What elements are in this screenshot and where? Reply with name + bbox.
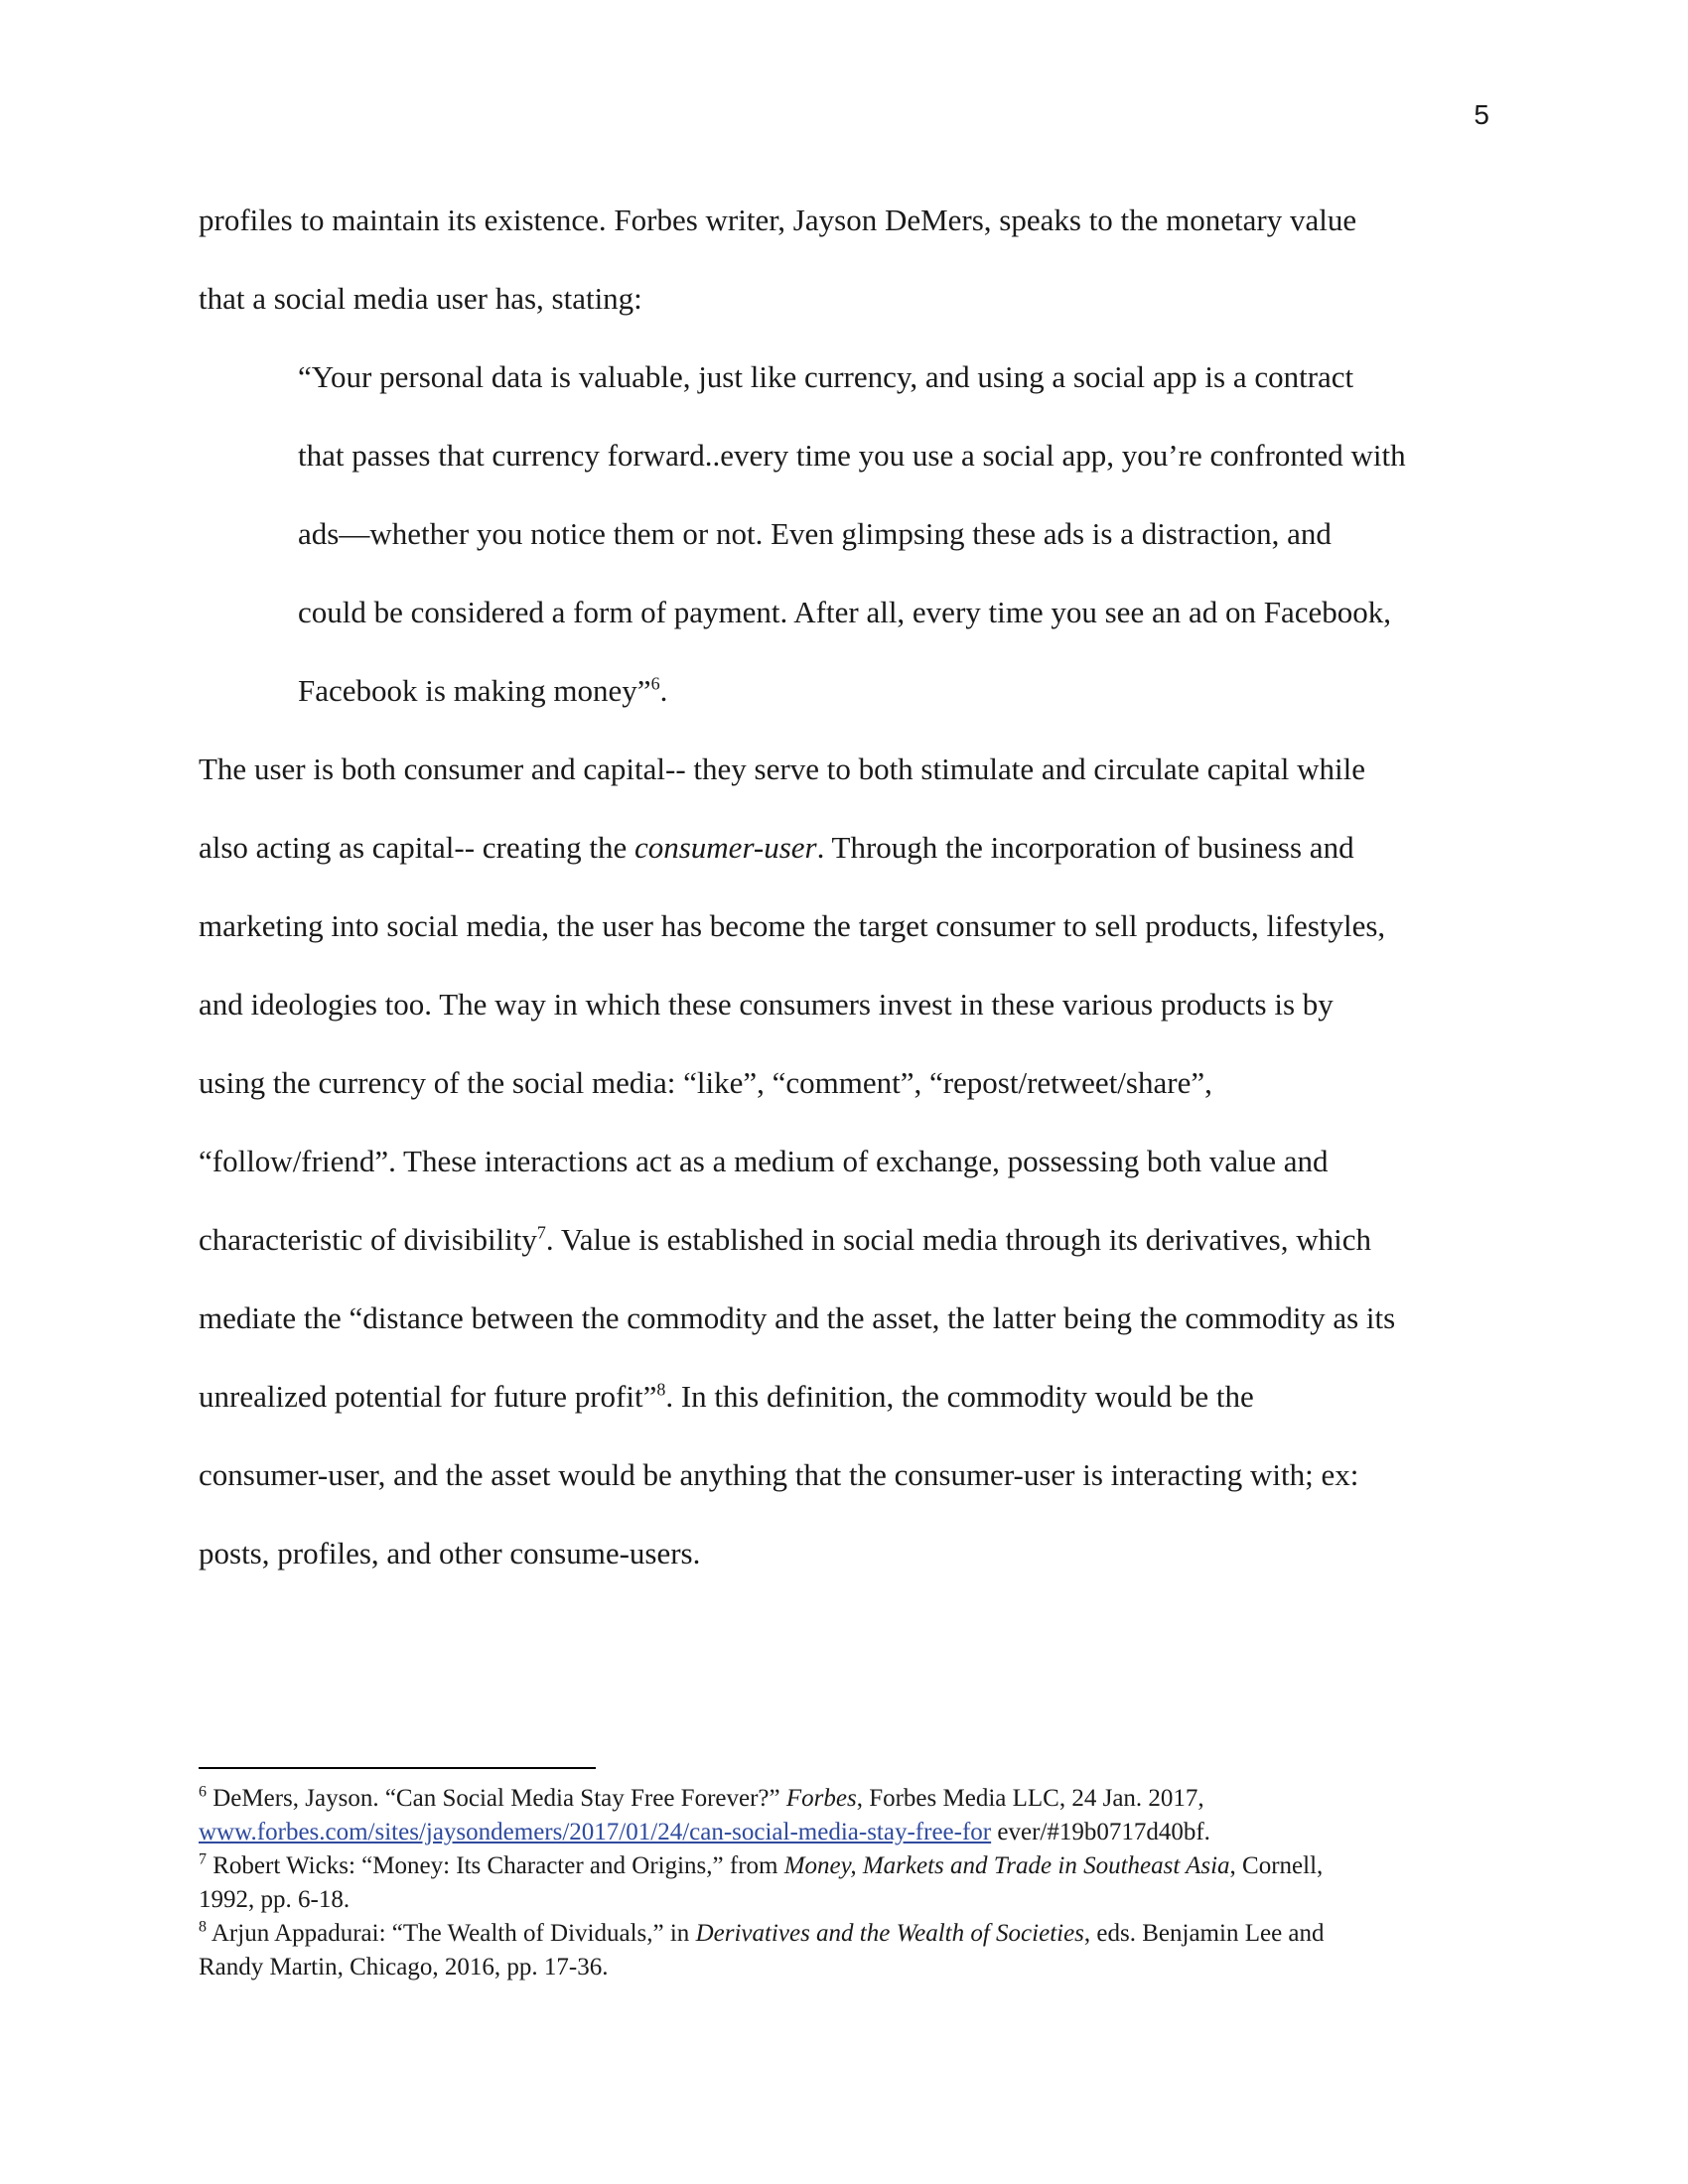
footnotes [199, 1782, 1489, 1984]
footnote-ref: 7 [536, 1222, 546, 1243]
footnote-link[interactable]: www.forbes.com/sites/jaysondemers/2017/01/24/can-social-media-stay-free-for [199, 1819, 992, 1845]
footnote-ref: 6 [650, 673, 660, 694]
body-text-span: . Through the incorporation of business and [816, 830, 1354, 865]
body-line: mediate the “distance between the commodity and the asset, the latter being the commodity as its [199, 1300, 1396, 1335]
footnote-text: Arjun Appadurai: “The Wealth of Dividuals,” in [207, 1920, 696, 1947]
footnote-text: ever/#19b0717d40bf. [991, 1819, 1210, 1845]
body-line: consumer-user, and the asset would be anything that the consumer-user is interacting with; ex: [199, 1457, 1359, 1492]
footnote-title: Forbes [785, 1785, 857, 1812]
footnote-6-cont [199, 1816, 1489, 1849]
footnote-separator [199, 1767, 596, 1769]
footnote-text: , Cornell, [1229, 1852, 1324, 1879]
body-line [199, 1375, 1489, 1453]
body-line [199, 1218, 1489, 1297]
footnote-marker: 6 [199, 1783, 207, 1801]
body-line: using the currency of the social media: “like”, “comment”, “repost/retweet/share”, [199, 1065, 1212, 1100]
body-text-span: . In this definition, the commodity would be the [665, 1379, 1254, 1414]
emphasis-term: consumer-user [633, 830, 817, 865]
footnote-ref: 8 [656, 1379, 666, 1400]
quote-text: . [659, 673, 668, 708]
body-line: marketing into social media, the user has become the target consumer to sell products, lifestyles, [199, 908, 1386, 943]
footnote-title: Derivatives and the Wealth of Societies [695, 1920, 1084, 1947]
body-line: that a social media user has, stating: [199, 281, 642, 316]
footnote-6 [199, 1782, 1489, 1816]
footnote-7-cont: 1992, pp. 6-18. [199, 1886, 351, 1913]
body-line: “follow/friend”. These interactions act as a medium of exchange, possessing both value and [199, 1144, 1329, 1178]
footnote-7 [199, 1849, 1489, 1883]
quote-line: ads—whether you notice them or not. Even glimpsing these ads is a distraction, and [298, 516, 1332, 551]
quote-line: that passes that currency forward..every time you use a social app, you’re confronted with [298, 438, 1406, 473]
quote-line: “Your personal data is valuable, just like currency, and using a social app is a contract [298, 359, 1354, 394]
quote-line [199, 669, 1489, 748]
quote-text: Facebook is making money” [298, 673, 651, 708]
body-line: posts, profiles, and other consume-users. [199, 1536, 701, 1570]
body-text-span: unrealized potential for future profit” [199, 1379, 657, 1414]
body-text-span: . Value is established in social media through its derivatives, which [545, 1222, 1372, 1257]
quote-line: could be considered a form of payment. After all, every time you see an ad on Facebook, [298, 595, 1391, 629]
footnote-title: Money, Markets and Trade in Southeast Asia [783, 1852, 1230, 1879]
footnote-8 [199, 1917, 1489, 1951]
footnote-text: DeMers, Jayson. “Can Social Media Stay Free Forever?” [207, 1785, 786, 1812]
body-line: and ideologies too. The way in which these consumers invest in these various products is by [199, 987, 1334, 1022]
body-line: profiles to maintain its existence. Forbes writer, Jayson DeMers, speaks to the monetary value [199, 203, 1357, 237]
footnote-text: , Forbes Media LLC, 24 Jan. 2017, [856, 1785, 1204, 1812]
block-quote [199, 355, 1489, 748]
body-line [199, 826, 1489, 904]
body-text-span: also acting as capital-- creating the [199, 830, 634, 865]
footnote-text: , eds. Benjamin Lee and [1083, 1920, 1325, 1947]
body-text [199, 199, 1489, 1610]
body-line: The user is both consumer and capital-- they serve to both stimulate and circulate capital while [199, 751, 1366, 786]
body-text-span: characteristic of divisibility [199, 1222, 537, 1257]
footnote-text: Robert Wicks: “Money: Its Character and Origins,” from [207, 1852, 784, 1879]
footnote-marker: 7 [199, 1850, 207, 1868]
footnote-8-cont: Randy Martin, Chicago, 2016, pp. 17-36. [199, 1954, 609, 1980]
footnote-marker: 8 [199, 1918, 207, 1936]
page-number: 5 [1474, 99, 1489, 130]
